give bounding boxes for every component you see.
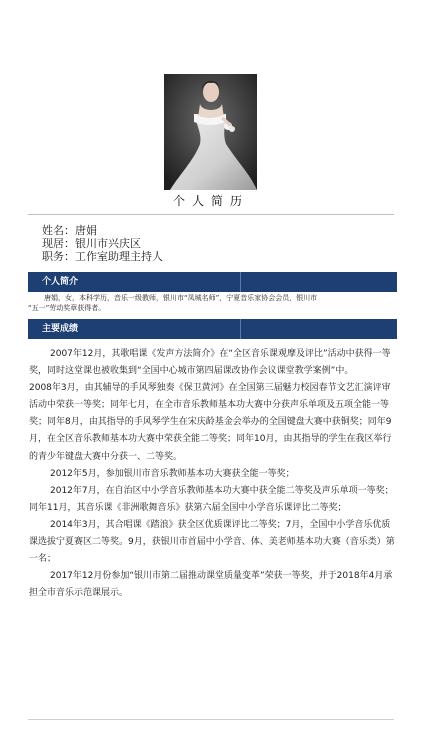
divider <box>28 214 394 215</box>
page-title: 个人简历 <box>172 194 249 208</box>
portrait-photo <box>164 74 257 190</box>
name-field: 姓名：唐娟 <box>42 224 97 237</box>
achievement-item: 2012年5月，参加银川市音乐教师基本功大赛获全能一等奖； <box>50 468 295 479</box>
section-header-intro <box>28 272 397 292</box>
position-field: 职务：工作室助理主持人 <box>42 250 163 263</box>
achievement-item: 2017年12月份参加“银川市第二届推动课堂质量变革”荣获一等奖，并于2018年4月承担全市音乐示范课展示。 <box>29 571 393 599</box>
achievement-item: 2008年3月，由其辅导的手风琴独奏《保卫黄河》在全国第三届魅力校园春节文艺汇演评审活动中荣获一等奖；同年七月，在全市音乐教师基本功大赛中分获声乐单项及五项全能一等奖；同年8月，由其指导的手风琴学生在宋庆龄基金会举办的全国键盘大赛中获铜奖；同年9月，在全区音乐教师基本功大赛中荣获全能二等奖；同年10月，由其指导的学生在我区举行的青少年键盘大赛中分获一、二等奖。 <box>29 383 392 462</box>
achievement-item: 2014年3月，其合唱课《踏浪》获全区优质课评比二等奖；7月，全国中小学音乐优质课选拔宁夏赛区二等奖。9月，获银川市首届中小学音、体、美老师基本功大赛（音乐类）第一名； <box>29 519 395 565</box>
section-title-achievements: 主要成绩 <box>42 324 79 334</box>
intro-line: 唐娟，女，本科学历，音乐一级教师，银川市“凤城名师”，宁夏音乐家协会会员，银川市 <box>44 294 318 302</box>
achievement-item: 2012年7月，在自治区中小学音乐教师基本功大赛中获全能二等奖及声乐单项一等奖；同年11月，其音乐课《非洲歌舞音乐》获第六届全国中小学音乐课评比二等奖； <box>29 485 394 513</box>
basic-info <box>42 224 163 263</box>
achievement-item: 2007年12月，其歌唱课《发声方法简介》在“全区音乐课观摩及评比”活动中获得一等奖，同时这堂课也被收集到“全国中心城市第四届课改协作会议课堂教学案例”中。 <box>29 349 391 377</box>
intro-line: “五一”劳动奖章获得者。 <box>28 304 106 312</box>
intro-text <box>28 293 397 313</box>
section-title-intro: 个人简介 <box>42 277 79 287</box>
header-divider <box>240 272 241 292</box>
section-header-achievements <box>28 319 397 339</box>
achievements-list <box>29 346 395 602</box>
bride-figure-image <box>164 74 257 190</box>
footer-divider <box>28 719 394 720</box>
header-divider <box>240 319 241 339</box>
address-field: 现居：银川市兴庆区 <box>42 237 141 250</box>
